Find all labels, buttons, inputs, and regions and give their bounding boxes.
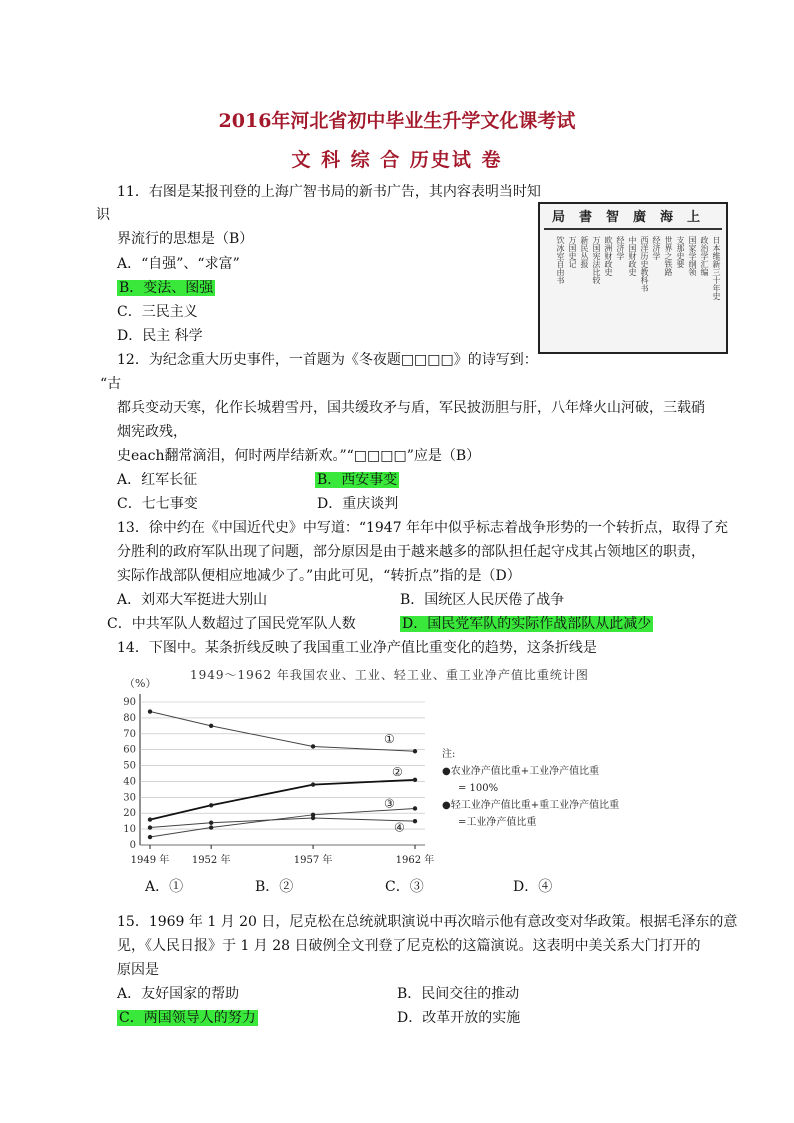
data-point: [209, 825, 213, 829]
q14-option-c: C．③: [385, 879, 424, 895]
data-point: [413, 749, 417, 753]
x-tick-label: 1962 年: [395, 855, 435, 866]
q11-option-b: B．变法、图强: [119, 280, 214, 296]
newspaper-column: 国家学纲领: [688, 236, 697, 276]
q15-stem-line2: 见，《人民日报》于 1 月 28 日破例全文刊登了尼克松的这篇演说。这表明中美关系大门打开的: [117, 938, 701, 954]
q12-stem-line1: 12．为纪念重大历史事件，一首题为《冬夜题□□□□》的诗写到：: [117, 352, 538, 368]
newspaper-column: 万国宪法比较: [592, 236, 601, 284]
y-axis-label: （%）: [124, 677, 157, 690]
data-point: [413, 806, 417, 810]
q15-stem-line3: 原因是: [117, 962, 159, 978]
q15-stem-line1: 15．1969 年 1 月 20 日，尼克松在总统就职演说中再次暗示他有意改变对华政策。根据毛泽东的意: [117, 914, 738, 930]
data-point: [148, 709, 152, 713]
chart-notes: [442, 748, 619, 828]
newspaper-column: 世界之铁路: [664, 236, 673, 276]
y-ticks: [123, 697, 136, 851]
newspaper-column: 日本维新三十年史: [712, 236, 721, 300]
series-line: [150, 818, 415, 828]
q11-stem-line3: 界流行的思想是（B）: [117, 231, 254, 247]
q13-stem-line2: 分胜利的政府军队出现了问题，部分原因是由于越来越多的部队担任起守戍其占领地区的职责，: [117, 544, 705, 560]
q12-option-d: D．重庆谈判: [317, 496, 399, 512]
q14-option-d: D．④: [513, 879, 553, 895]
series-labels: [384, 732, 405, 835]
chart-note: =工业净产值比重: [458, 817, 537, 828]
q14-option-a: A．①: [145, 879, 184, 895]
newspaper-column: 经济学: [652, 236, 661, 260]
series-label: ③: [384, 796, 395, 811]
newspaper-column: 欧洲财政史: [604, 236, 613, 276]
data-point: [209, 803, 213, 807]
data-point: [311, 744, 315, 748]
chart-lines: [148, 709, 417, 839]
chart-note: = 100%: [458, 783, 499, 794]
q11-stem-line2: 识: [96, 207, 110, 223]
data-point: [148, 835, 152, 839]
newspaper-column: 经济学: [616, 236, 625, 260]
chart-note: 注:: [442, 749, 456, 760]
q12-stem-line3: 都兵变动天寒，化作长城碧雪丹，国共缓玫矛与盾，军民披沥胆与肝，八年烽火山河破，三载硝: [117, 400, 705, 416]
series-line: [150, 808, 415, 837]
data-point: [148, 825, 152, 829]
q12-option-a: A．红军长征: [117, 472, 198, 488]
y-tick-label: 20: [123, 808, 136, 820]
series-label: ②: [392, 765, 403, 780]
q13-stem-line1: 13．徐中约在《中国近代史》中写道：“1947 年年中似乎标志着战争形势的一个转折点，取得了充: [117, 520, 729, 536]
q12-option-b: B．西安事变: [317, 472, 398, 488]
chart-note: ●轻工业净产值比重+重工业净产值比重: [442, 800, 620, 811]
chart-title: 1949～1962 年我国农业、工业、轻工业、重工业净产值比重统计图: [190, 668, 589, 682]
y-tick-label: 60: [123, 744, 136, 756]
x-tick-label: 1957 年: [293, 855, 333, 866]
y-tick-label: 80: [123, 712, 136, 724]
q14-option-b: B．②: [255, 879, 294, 895]
q13-option-a: A．刘邓大军挺进大别山: [117, 592, 268, 608]
q11-option-d: D．民主 科学: [117, 328, 203, 344]
series-label: ④: [394, 820, 405, 835]
q11-option-a: A．“自强”、“求富”: [117, 256, 240, 272]
series-line: [150, 712, 415, 752]
series-label: ①: [384, 731, 395, 746]
data-point: [413, 819, 417, 823]
newspaper-column: 中国财政史: [628, 236, 637, 276]
y-tick-label: 0: [129, 840, 136, 851]
chart-grid: [140, 694, 425, 845]
x-tick-label: 1949 年: [130, 855, 170, 866]
q15-option-a: A．友好国家的帮助: [117, 986, 240, 1002]
y-tick-label: 40: [123, 776, 136, 788]
exam-title: 2016年河北省初中毕业生升学文化课考试: [218, 110, 576, 132]
x-tick-label: 1952 年: [191, 855, 231, 866]
newspaper-ad-image: [538, 202, 728, 354]
newspaper-column: 饮冰室自由书: [556, 236, 565, 284]
q12-stem-line2: “古: [100, 376, 122, 392]
data-point: [148, 817, 152, 821]
newspaper-column: 政治学汇编: [700, 236, 709, 276]
exam-subtitle: 文 科 综 合 历史试 卷: [291, 149, 503, 171]
data-point: [209, 724, 213, 728]
q12-stem-line5: 史each翻常滴泪，何时两岸结新欢。”“□□□□”应是（B）: [117, 448, 481, 464]
chart-note: ●农业净产值比重+工业净产值比重: [442, 766, 600, 777]
data-point: [311, 816, 315, 820]
q12-stem-line4: 烟宪政残，: [117, 424, 187, 440]
y-tick-label: 10: [123, 824, 136, 836]
newspaper-column: 万国史记: [568, 236, 577, 268]
q15-option-c: C．两国领导人的努力: [119, 1010, 256, 1026]
q13-option-c: C．中共军队人数超过了国民党军队人数: [107, 616, 356, 632]
y-tick-label: 50: [123, 760, 136, 772]
q11-stem-line1: 11．右图是某报刊登的上海广智书局的新书广告，其内容表明当时知: [117, 184, 541, 200]
q15-option-d: D．改革开放的实施: [397, 1010, 521, 1026]
data-point: [311, 782, 315, 786]
newspaper-column: 支那史要: [676, 236, 685, 268]
newspaper-header: 局書智廣海上: [544, 208, 722, 230]
q14-stem: 14．下图中。某条折线反映了我国重工业净产值比重变化的趋势，这条折线是: [117, 640, 597, 656]
y-tick-label: 30: [123, 792, 136, 804]
q12-option-c: C．七七事变: [117, 496, 198, 512]
q13-option-d: D．国民党军队的实际作战部队从此减少: [402, 616, 652, 632]
y-tick-label: 90: [123, 697, 136, 708]
newspaper-column: 西洋历史教科书: [640, 236, 649, 292]
q13-stem-line3: 实际作战部队便相应地减少了。”由此可见，“转折点”指的是（D）: [117, 568, 521, 584]
q15-option-b: B．民间交往的推动: [397, 986, 520, 1002]
data-point: [413, 778, 417, 782]
series-line: [150, 780, 415, 820]
data-point: [209, 821, 213, 825]
line-chart: [110, 660, 650, 885]
q13-option-b: B．国统区人民厌倦了战争: [400, 592, 565, 608]
newspaper-column: 新民丛报: [580, 236, 589, 268]
y-tick-label: 70: [123, 728, 136, 740]
x-ticks: [131, 845, 435, 866]
q11-option-c: C．三民主义: [117, 304, 198, 320]
